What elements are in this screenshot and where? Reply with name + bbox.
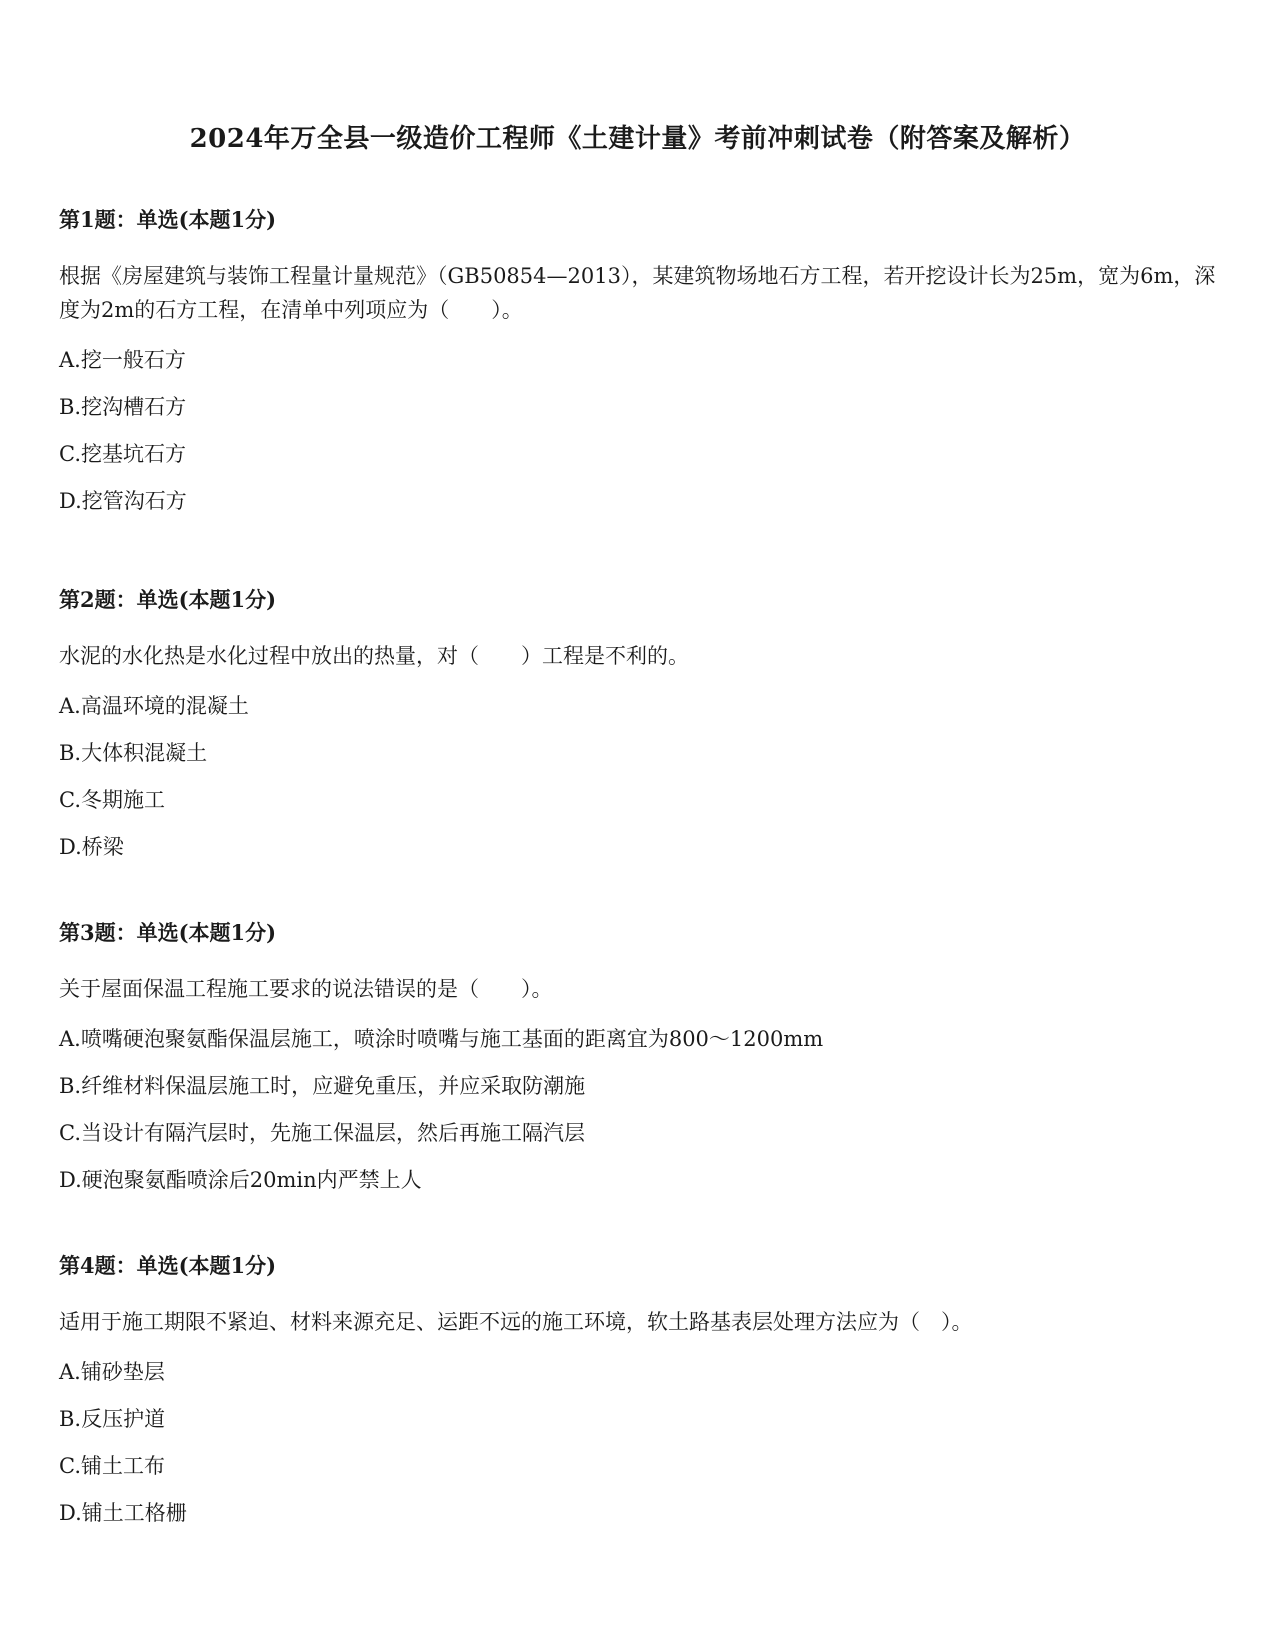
option-a: A.挖一般石方 <box>59 348 186 372</box>
option-d: D.桥梁 <box>59 835 124 859</box>
option-c: C.挖基坑石方 <box>59 442 186 466</box>
option-d: D.挖管沟石方 <box>59 489 187 513</box>
option-c: C.铺土工布 <box>59 1454 165 1478</box>
question-stem: 适用于施工期限不紧迫、材料来源充足、运距不远的施工环境，软土路基表层处理方法应为（ ）。 <box>59 1310 973 1334</box>
option-a: A.喷嘴硬泡聚氨酯保温层施工，喷涂时喷嘴与施工基面的距离宜为800～1200mm <box>59 1027 824 1051</box>
option-list <box>59 1016 1219 1204</box>
question-stem: 根据《房屋建筑与装饰工程量计量规范》（GB50854—2013），某建筑物场地石方工程，若开挖设计长为25m，宽为6m，深度为2m的石方工程，在清单中列项应为（ ）。 <box>59 264 1216 322</box>
option-d: D.铺土工格栅 <box>59 1501 187 1525</box>
question-stem: 关于屋面保温工程施工要求的说法错误的是（ ）。 <box>59 977 553 1001</box>
option-a: A.铺砂垫层 <box>59 1360 165 1384</box>
option-b: B.反压护道 <box>59 1407 166 1431</box>
question-header: 第1题：单选(本题1分) <box>59 207 277 232</box>
option-c: C.冬期施工 <box>59 788 165 812</box>
document-title: 2024年万全县一级造价工程师《土建计量》考前冲刺试卷（附答案及解析） <box>189 124 1086 154</box>
option-c: C.当设计有隔汽层时，先施工保温层，然后再施工隔汽层 <box>59 1121 585 1145</box>
option-list <box>59 337 1219 525</box>
option-d: D.硬泡聚氨酯喷涂后20min内严禁上人 <box>59 1168 422 1192</box>
option-b: B.纤维材料保温层施工时，应避免重压，并应采取防潮施 <box>59 1074 586 1098</box>
question-1 <box>59 205 1219 525</box>
option-b: B.挖沟槽石方 <box>59 395 187 419</box>
question-stem: 水泥的水化热是水化过程中放出的热量，对（ ）工程是不利的。 <box>59 644 689 668</box>
question-2 <box>59 585 1219 871</box>
option-list <box>59 683 1219 871</box>
question-header: 第3题：单选(本题1分) <box>59 920 277 945</box>
question-header: 第2题：单选(本题1分) <box>59 587 277 612</box>
option-b: B.大体积混凝土 <box>59 741 208 765</box>
question-3 <box>59 918 1219 1204</box>
option-list <box>59 1349 1219 1537</box>
question-header: 第4题：单选(本题1分) <box>59 1253 277 1278</box>
option-a: A.高温环境的混凝土 <box>59 694 249 718</box>
question-4 <box>59 1251 1219 1537</box>
